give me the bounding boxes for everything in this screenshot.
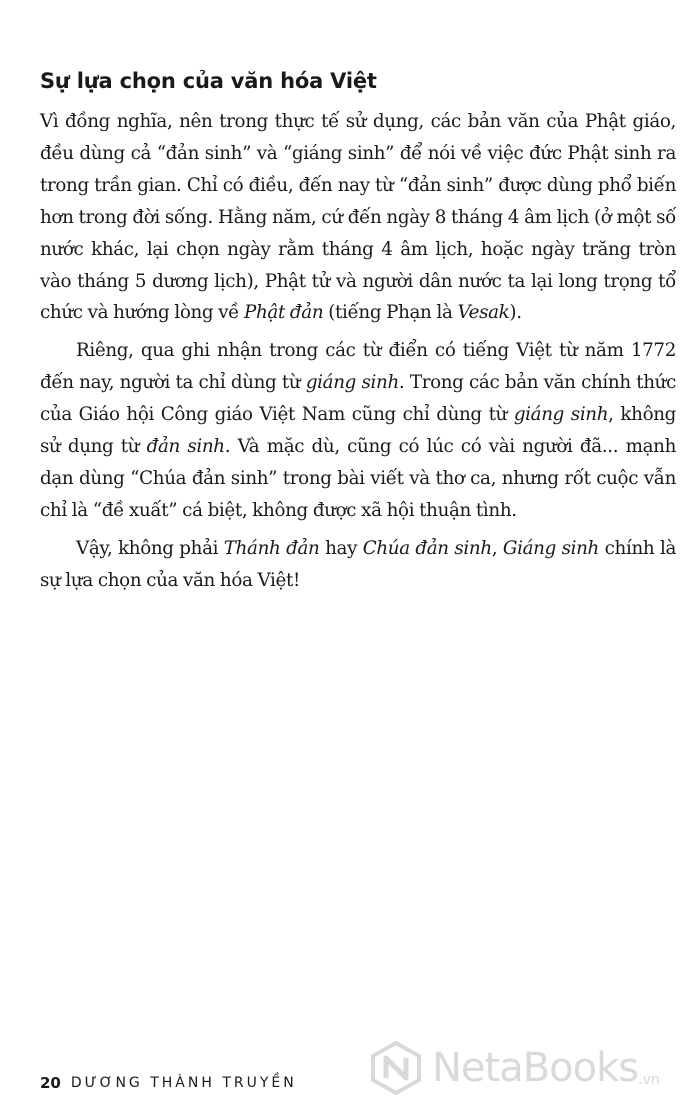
watermark-suffix: .vn [638, 1072, 660, 1088]
paragraph-2-italic-giang-sinh-2: giáng sinh [513, 404, 609, 426]
paragraph-2-italic-dan-sinh: đản sinh [146, 436, 225, 458]
page-content [40, 64, 676, 597]
paragraph-1-italic-phat-dan: Phật đản [244, 302, 324, 324]
netabooks-logo-icon [368, 1040, 424, 1096]
paragraph-2-text-d: . Và mặc dù, cũng có lúc có vài người đã... mạnh dạn dùng “Chúa đản sinh” trong bài viết và thơ ca, nhưng rốt cuộc vẫn chỉ là “đề xuất” cá biệt, không được xã hội thuận tình. [40, 436, 676, 521]
paragraph-1-text-a: Vì đồng nghĩa, nên trong thực tế sử dụng, các bản văn của Phật giáo, đều dùng cả “đản sinh” và “giáng sinh” để nói về việc đức Phật sinh ra trong trần gian. Chỉ có điều, đến nay từ “đản sinh” được dùng phổ biến hơn trong đời sống. Hằng năm, cứ đến ngày 8 tháng 4 âm lịch (ở một số nước khác, lại chọn ngày rằm tháng 4 âm lịch, hoặc ngày trăng tròn vào tháng 5 dương lịch), Phật tử và người dân nước ta lại long trọng tổ chức và hướng lòng về [40, 111, 676, 324]
paragraph-3-text-c: , [491, 537, 503, 559]
watermark-text: NetaBooks [432, 1045, 639, 1091]
paragraph-1-italic-vesak: Vesak [457, 302, 510, 324]
paragraph-1 [40, 106, 676, 329]
paragraph-3-italic-giang-sinh: Giáng sinh [502, 537, 599, 559]
paragraph-3 [40, 533, 676, 597]
paragraph-2-italic-giang-sinh-1: giáng sinh [305, 372, 399, 394]
paragraph-3-text-d: chính là sự lựa chọn của văn hóa Việt! [40, 537, 676, 591]
paragraph-2-text-c: , không sử dụng từ [40, 404, 677, 458]
running-author: DƯƠNG THÀNH TRUYỀN [70, 1075, 297, 1091]
paragraph-3-text-b: hay [319, 537, 363, 559]
paragraph-2-text-a: Riêng, qua ghi nhận trong các từ điển có tiếng Việt từ năm 1772 đến nay, người ta chỉ dùng từ [40, 340, 676, 394]
watermark [368, 1040, 660, 1096]
paragraph-3-italic-thanh-dan: Thánh đản [223, 537, 320, 559]
paragraph-3-text-a: Vậy, không phải [76, 537, 224, 559]
paragraph-1-text-c: ). [509, 302, 522, 324]
section-heading: Sự lựa chọn của văn hóa Việt [40, 69, 377, 93]
page-footer [40, 1074, 297, 1092]
paragraph-3-italic-chua-dan-sinh: Chúa đản sinh [362, 537, 492, 559]
paragraph-2 [40, 335, 676, 526]
page-number: 20 [40, 1074, 61, 1092]
paragraph-2-text-b: . Trong các bản văn chính thức của Giáo hội Công giáo Việt Nam cũng chỉ dùng từ [40, 372, 676, 426]
paragraph-1-text-b: (tiếng Phạn là [323, 302, 458, 324]
